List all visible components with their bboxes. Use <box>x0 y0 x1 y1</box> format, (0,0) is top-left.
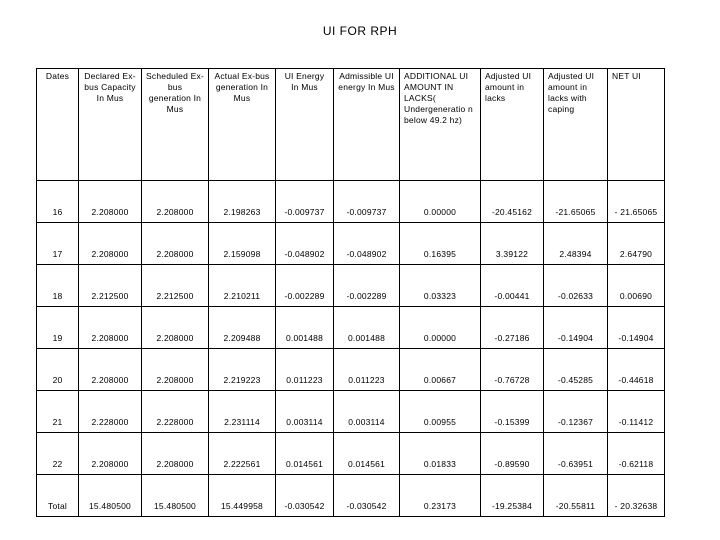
header-row <box>37 69 665 181</box>
table-cell: 15.480500 <box>142 475 209 517</box>
table-cell: 2.219223 <box>209 349 276 391</box>
table-cell: -0.62118 <box>608 433 665 475</box>
col-header-admissible-ui-energy: Admissible UI energy In Mus <box>334 69 400 181</box>
total-row <box>37 475 665 517</box>
table-cell: -0.45285 <box>544 349 608 391</box>
table-cell: 0.003114 <box>276 391 334 433</box>
table-cell: 16 <box>37 181 79 223</box>
table-cell: -0.00441 <box>481 265 544 307</box>
col-header-ui-energy: UI Energy In Mus <box>276 69 334 181</box>
table-cell: 0.00000 <box>400 181 481 223</box>
table-cell: 0.03323 <box>400 265 481 307</box>
table-cell: 0.01833 <box>400 433 481 475</box>
table-cell: 0.00000 <box>400 307 481 349</box>
table-cell: 0.00690 <box>608 265 665 307</box>
table-cell: 2.222561 <box>209 433 276 475</box>
table-cell: -0.009737 <box>334 181 400 223</box>
table-cell: 0.003114 <box>334 391 400 433</box>
table-cell: 0.16395 <box>400 223 481 265</box>
table-cell: 2.228000 <box>142 391 209 433</box>
table-cell: 0.23173 <box>400 475 481 517</box>
table-cell: 20 <box>37 349 79 391</box>
table-cell: -0.002289 <box>334 265 400 307</box>
table-cell: 22 <box>37 433 79 475</box>
table-cell: 0.00955 <box>400 391 481 433</box>
table-cell: 2.159098 <box>209 223 276 265</box>
table-cell: 2.208000 <box>79 433 142 475</box>
table-cell: 2.208000 <box>79 223 142 265</box>
table-cell: -0.27186 <box>481 307 544 349</box>
table-row <box>37 349 665 391</box>
table-row <box>37 223 665 265</box>
table-cell: 2.198263 <box>209 181 276 223</box>
table-cell: 2.208000 <box>142 349 209 391</box>
table-cell: 2.208000 <box>142 433 209 475</box>
table-cell: 2.48394 <box>544 223 608 265</box>
table-cell: -0.048902 <box>276 223 334 265</box>
table-cell: 21 <box>37 391 79 433</box>
table-cell: 15.480500 <box>79 475 142 517</box>
table-cell: -20.55811 <box>544 475 608 517</box>
table-cell: 2.208000 <box>79 349 142 391</box>
table-cell: 18 <box>37 265 79 307</box>
table-row <box>37 181 665 223</box>
col-header-adjusted-ui-amount-caping: Adjusted UI amount in lacks with caping <box>544 69 608 181</box>
table-cell: - 21.65065 <box>608 181 665 223</box>
table-cell: 2.231114 <box>209 391 276 433</box>
table-cell: -0.030542 <box>334 475 400 517</box>
table-cell: 19 <box>37 307 79 349</box>
table-cell: 2.64790 <box>608 223 665 265</box>
table-cell: -0.76728 <box>481 349 544 391</box>
col-header-net-ui: NET UI <box>608 69 665 181</box>
col-header-declared-capacity: Declared Ex-bus Capacity In Mus <box>79 69 142 181</box>
table-cell: 2.208000 <box>142 181 209 223</box>
table-cell: 0.001488 <box>276 307 334 349</box>
table-cell: 2.212500 <box>142 265 209 307</box>
table-cell: -19.25384 <box>481 475 544 517</box>
table-cell: 17 <box>37 223 79 265</box>
table-cell: 3.39122 <box>481 223 544 265</box>
table-cell: 2.209488 <box>209 307 276 349</box>
table-cell: -0.11412 <box>608 391 665 433</box>
col-header-dates: Dates <box>37 69 79 181</box>
table-cell: 15.449958 <box>209 475 276 517</box>
col-header-adjusted-ui-amount: Adjusted UI amount in lacks <box>481 69 544 181</box>
table-cell: 0.011223 <box>276 349 334 391</box>
table-cell: 2.208000 <box>79 181 142 223</box>
ui-table <box>36 68 665 517</box>
table-cell: -0.009737 <box>276 181 334 223</box>
table-cell: 2.208000 <box>142 223 209 265</box>
table-cell: 2.228000 <box>79 391 142 433</box>
table-cell: 2.212500 <box>79 265 142 307</box>
table-cell: 0.011223 <box>334 349 400 391</box>
table-cell: 0.001488 <box>334 307 400 349</box>
table-cell: -0.14904 <box>608 307 665 349</box>
page-title: UI FOR RPH <box>322 24 398 38</box>
col-header-additional-ui-amount: ADDITIONAL UI AMOUNT IN LACKS( Undergeneratio n below 49.2 hz) <box>400 69 481 181</box>
col-header-actual-generation: Actual Ex-bus generation In Mus <box>209 69 276 181</box>
table-cell: -0.02633 <box>544 265 608 307</box>
table-row <box>37 307 665 349</box>
table-cell: 0.014561 <box>276 433 334 475</box>
table-cell: -0.89590 <box>481 433 544 475</box>
table-cell: -0.14904 <box>544 307 608 349</box>
table-row <box>37 391 665 433</box>
table-row <box>37 433 665 475</box>
table-cell: 0.014561 <box>334 433 400 475</box>
table-cell: -0.002289 <box>276 265 334 307</box>
table-cell: 2.210211 <box>209 265 276 307</box>
table-row <box>37 265 665 307</box>
table-cell: 0.00667 <box>400 349 481 391</box>
table-cell: -20.45162 <box>481 181 544 223</box>
table-cell: 2.208000 <box>79 307 142 349</box>
table-cell: Total <box>37 475 79 517</box>
table-cell: -0.15399 <box>481 391 544 433</box>
table-cell: 2.208000 <box>142 307 209 349</box>
table-cell: -0.048902 <box>334 223 400 265</box>
table-cell: -0.12367 <box>544 391 608 433</box>
col-header-scheduled-generation: Scheduled Ex-bus generation In Mus <box>142 69 209 181</box>
table-cell: -21.65065 <box>544 181 608 223</box>
table-cell: - 20.32638 <box>608 475 665 517</box>
table-cell: -0.030542 <box>276 475 334 517</box>
table-cell: -0.44618 <box>608 349 665 391</box>
table-cell: -0.63951 <box>544 433 608 475</box>
